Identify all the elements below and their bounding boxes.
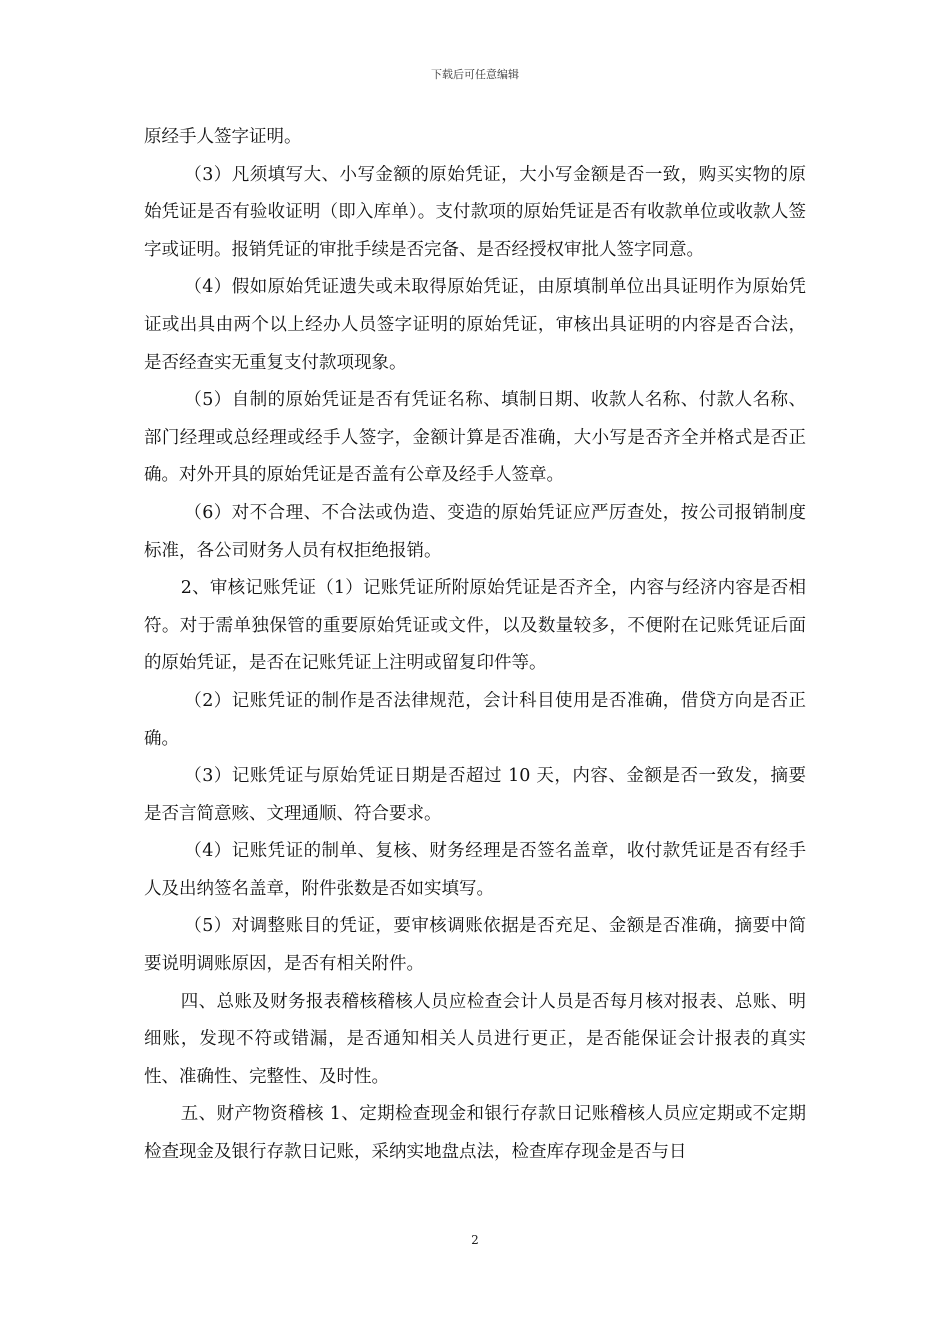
paragraph: （4）假如原始凭证遗失或未取得原始凭证，由原填制单位出具证明作为原始凭证或出具由两个以上经办人员签字证明的原始凭证，审核出具证明的内容是否合法，是否经查实无重复支付款项现象。 [144, 277, 806, 373]
paragraph: （6）对不合理、不合法或伪造、变造的原始凭证应严厉查处，按公司报销制度标准，各公司财务人员有权拒绝报销。 [144, 502, 806, 561]
paragraph: 四、总账及财务报表稽核稽核人员应检查会计人员是否每月核对报表、总账、明细账，发现不符或错漏，是否通知相关人员进行更正，是否能保证会计报表的真实性、准确性、完整性、及时性。 [144, 991, 806, 1087]
paragraph: 原经手人签字证明。 [144, 127, 302, 147]
paragraph: 五、财产物资稽核 1、定期检查现金和银行存款日记账稽核人员应定期或不定期检查现金及银行存款日记账，采纳实地盘点法，检查库存现金是否与日 [144, 1104, 806, 1163]
document-body [144, 119, 806, 1172]
paragraph: （5）自制的原始凭证是否有凭证名称、填制日期、收款人名称、付款人名称、部门经理或总经理或经手人签字，金额计算是否准确，大小写是否齐全并格式是否正确。对外开具的原始凭证是否盖有公章及经手人签章。 [144, 390, 806, 486]
paragraph: （2）记账凭证的制作是否法律规范，会计科目使用是否准确，借贷方向是否正确。 [144, 690, 806, 749]
paragraph: （3）凡须填写大、小写金额的原始凭证，大小写金额是否一致，购买实物的原始凭证是否有验收证明（即入库单）。支付款项的原始凭证是否有收款单位或收款人签字或证明。报销凭证的审批手续是否完备、是否经授权审批人签字同意。 [144, 164, 806, 260]
page-header: 下载后可任意编辑 [431, 68, 519, 81]
paragraph: （5）对调整账目的凭证，要审核调账依据是否充足、金额是否准确，摘要中简要说明调账原因，是否有相关附件。 [144, 916, 806, 975]
paragraph: 2、审核记账凭证（1）记账凭证所附原始凭证是否齐全，内容与经济内容是否相符。对于需单独保管的重要原始凭证或文件，以及数量较多，不便附在记账凭证后面的原始凭证，是否在记账凭证上注明或留复印件等。 [144, 578, 806, 674]
paragraph: （3）记账凭证与原始凭证日期是否超过 10 天，内容、金额是否一致发，摘要是否言简意赅、文理通顺、符合要求。 [144, 766, 806, 824]
paragraph: （4）记账凭证的制单、复核、财务经理是否签名盖章，收付款凭证是否有经手人及出纳签名盖章，附件张数是否如实填写。 [144, 841, 806, 899]
page-number: 2 [471, 1233, 479, 1247]
